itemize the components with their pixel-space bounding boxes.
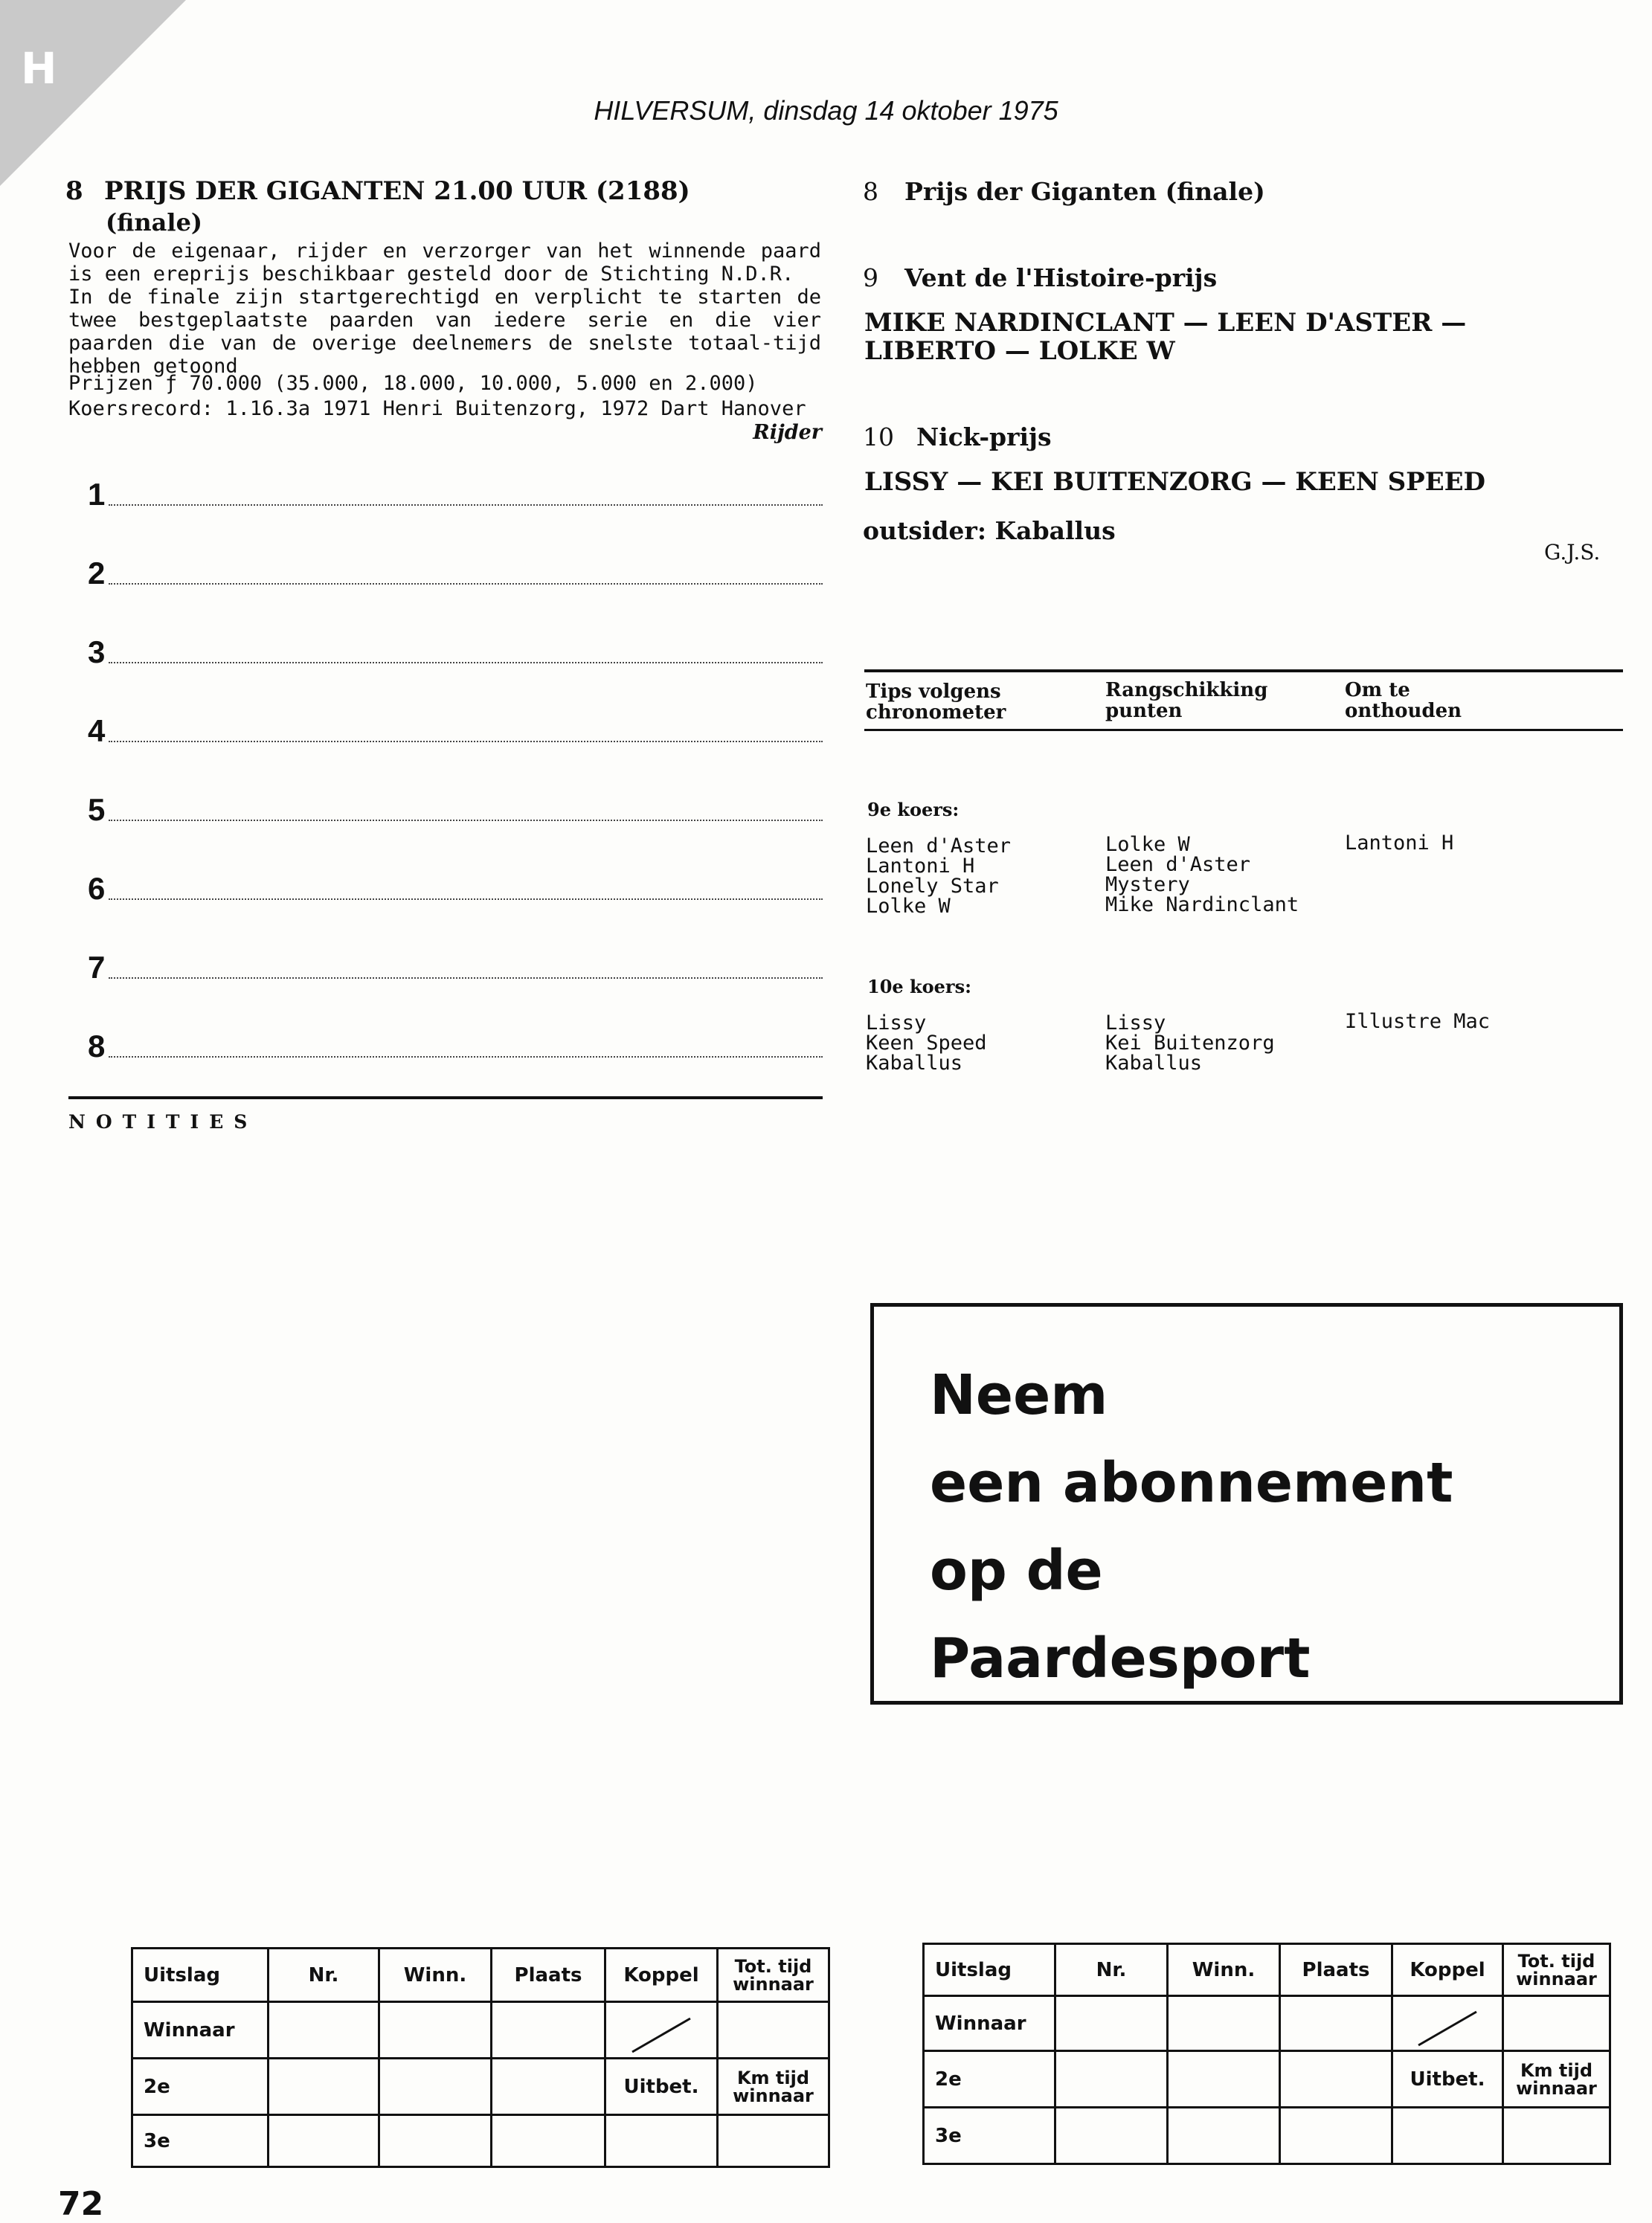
entry-line[interactable] (88, 939, 823, 983)
tip-race-8-number: 8 (863, 177, 878, 206)
tip-race-9 (863, 263, 1217, 292)
tips-col-head-2 (1105, 680, 1267, 721)
result-table-left (131, 1947, 830, 2168)
koers-9-col2 (1105, 834, 1299, 915)
result-head-winn: Winn. (1168, 1944, 1280, 1996)
entry-line[interactable] (88, 623, 823, 668)
entry-number: 6 (88, 871, 106, 906)
result-head-plaats: Plaats (492, 1949, 605, 2002)
km-tijd-cell: Km tijd winnaar (718, 2059, 829, 2115)
result-row-label: 3e (924, 2108, 1055, 2164)
race-title-text: PRIJS DER GIGANTEN 21.00 UUR (2188) (104, 176, 690, 206)
result-cell[interactable] (492, 2115, 605, 2167)
subscription-ad-line: op de (930, 1539, 1103, 1603)
result-row-label: 2e (924, 2051, 1055, 2108)
koers-9-col1-item: Lantoni H (866, 855, 975, 878)
result-cell[interactable] (269, 2115, 379, 2167)
result-row-label: Winnaar (924, 1996, 1055, 2051)
result-head-nr: Nr. (269, 1949, 379, 2002)
notities-rule (68, 1096, 823, 1099)
race-number: 8 (65, 176, 83, 206)
result-head-uitslag: Uitslag (924, 1944, 1055, 1996)
koers-9-col2-item: Mystery (1105, 873, 1190, 896)
entry-dots (109, 1056, 823, 1058)
outsider-label: outsider: (863, 516, 986, 545)
result-head-tot-tijd: Tot. tijd winnaar (718, 1949, 829, 2002)
entry-number: 3 (88, 634, 106, 669)
result-cell[interactable] (492, 2059, 605, 2115)
uitbet-cell: Uitbet. (605, 2059, 718, 2115)
entry-dots (109, 977, 823, 979)
result-cell[interactable] (1280, 1996, 1392, 2051)
result-head-uitslag: Uitslag (132, 1949, 269, 2002)
tip-race-8-label: Prijs der Giganten (finale) (904, 177, 1265, 206)
result-row-label: 2e (132, 2059, 269, 2115)
result-cell[interactable] (1055, 2051, 1168, 2108)
result-head-plaats: Plaats (1280, 1944, 1392, 1996)
tips-col-head-1-line2: chronometer (866, 701, 1006, 724)
result-cell[interactable] (718, 2115, 829, 2167)
koers-9-col1-item: Leen d'Aster (866, 834, 1012, 858)
tip-race-9-number: 9 (863, 263, 878, 292)
tip-race-9-picks-2: LIBERTO — LOLKE W (864, 336, 1175, 366)
result-head-winn: Winn. (379, 1949, 492, 2002)
outsider (863, 516, 1116, 545)
koppel-slash-cell (1392, 1996, 1503, 2051)
subscription-ad-text (930, 1351, 1453, 1702)
koers-10-label: 10e koers: (867, 976, 971, 997)
entry-line[interactable] (88, 702, 823, 747)
koppel-slash-cell (605, 2002, 718, 2059)
tip-race-10 (863, 422, 1052, 451)
result-cell[interactable] (718, 2002, 829, 2059)
result-head-koppel: Koppel (1392, 1944, 1503, 1996)
corner-letter: H (21, 43, 57, 94)
result-head-tot-tijd: Tot. tijd winnaar (1503, 1944, 1610, 1996)
koers-9-col2-item: Mike Nardinclant (1105, 893, 1299, 916)
result-cell[interactable] (1168, 2051, 1280, 2108)
page-number: 72 (58, 2185, 104, 2223)
uitbet-cell: Uitbet. (1392, 2051, 1503, 2108)
koers-10-col2 (1105, 1013, 1275, 1073)
koers-9-label: 9e koers: (867, 799, 960, 820)
slash-mark (631, 2017, 690, 2053)
km-tijd-cell: Km tijd winnaar (1503, 2051, 1610, 2108)
result-cell[interactable] (1392, 2108, 1503, 2164)
tips-col-head-2-line1: Rangschikking (1105, 679, 1268, 701)
tips-col-head-3-line2: onthouden (1345, 700, 1462, 722)
race-paragraph-2: In de finale zijn startgerechtigd en verplicht te starten de twee bestgeplaatste paarden van iedere serie en die vier paarden die van de overige deelnemers de snelste totaal-tijd hebben getoond (68, 286, 821, 378)
koers-9-col1-item: Lonely Star (866, 875, 999, 898)
koers-9-col3-item: Lantoni H (1345, 831, 1454, 855)
koers-10-col2-item: Kaballus (1105, 1052, 1203, 1075)
result-cell[interactable] (269, 2002, 379, 2059)
koers-9-col1-item: Lolke W (866, 895, 951, 918)
author-initials: G.J.S. (1544, 540, 1601, 564)
entry-dots (109, 741, 823, 742)
subscription-ad-line: Neem (930, 1363, 1108, 1427)
koers-10-col3-item: Illustre Mac (1345, 1010, 1491, 1033)
entry-number: 4 (88, 713, 106, 748)
race-paragraph-1: Voor de eigenaar, rijder en verzorger van het winnende paard is een ereprijs beschikbaar gesteld door de Stichting N.D.R. (68, 239, 821, 286)
entry-dots (109, 504, 823, 506)
result-cell[interactable] (1280, 2108, 1392, 2164)
koers-10-col1 (866, 1013, 987, 1073)
notities-label: NOTITIES (68, 1111, 258, 1133)
entry-dots (109, 898, 823, 900)
tips-table-top-rule (864, 669, 1623, 672)
subscription-ad-line: een abonnement (930, 1451, 1453, 1515)
koers-10-col2-item: Kei Buitenzorg (1105, 1032, 1275, 1055)
tips-col-head-1 (866, 681, 1006, 723)
result-cell[interactable] (492, 2002, 605, 2059)
koers-9-col2-item: Lolke W (1105, 833, 1190, 856)
entry-number: 8 (88, 1029, 106, 1064)
rijder-label: Rijder (753, 421, 822, 444)
entry-number: 1 (88, 477, 106, 512)
race-title (65, 176, 824, 207)
result-cell[interactable] (269, 2059, 379, 2115)
koers-9-col3 (1345, 833, 1453, 853)
result-cell[interactable] (1168, 1996, 1280, 2051)
race-subtitle: (finale) (106, 208, 203, 237)
tips-col-head-2-line2: punten (1105, 700, 1183, 722)
result-cell[interactable] (605, 2115, 718, 2167)
result-cell[interactable] (1280, 2051, 1392, 2108)
result-head-nr: Nr. (1055, 1944, 1168, 1996)
koers-10-col3 (1345, 1011, 1490, 1032)
tip-race-8 (863, 177, 1265, 206)
subscription-ad-line: Paardesport (930, 1627, 1311, 1690)
entry-dots (109, 820, 823, 821)
tips-col-head-3 (1345, 680, 1462, 721)
entry-line[interactable] (88, 781, 823, 826)
tips-col-head-1-line1: Tips volgens (866, 681, 1001, 703)
koers-10-col1-item: Kaballus (866, 1052, 963, 1075)
koers-10-col1-item: Lissy (866, 1011, 927, 1035)
entry-number: 7 (88, 950, 106, 985)
entry-line[interactable] (88, 1017, 823, 1062)
koers-9-col1 (866, 836, 1011, 916)
tip-race-9-picks-1: MIKE NARDINCLANT — LEEN D'ASTER — (864, 308, 1467, 338)
result-head-koppel: Koppel (605, 1949, 718, 2002)
entry-dots (109, 662, 823, 663)
entry-line[interactable] (88, 860, 823, 904)
result-row-label: 3e (132, 2115, 269, 2167)
result-cell[interactable] (1168, 2108, 1280, 2164)
result-cell[interactable] (1503, 1996, 1610, 2051)
result-table-right (922, 1943, 1611, 2165)
race-record: Koersrecord: 1.16.3a 1971 Henri Buitenzorg, 1972 Dart Hanover (68, 397, 806, 420)
koers-9-col2-item: Leen d'Aster (1105, 853, 1251, 876)
result-row-label: Winnaar (132, 2002, 269, 2059)
koers-10-col2-item: Lissy (1105, 1011, 1166, 1035)
result-cell[interactable] (1055, 2108, 1168, 2164)
slash-mark (1418, 2010, 1476, 2046)
result-cell[interactable] (379, 2002, 492, 2059)
tip-race-9-label: Vent de l'Histoire-prijs (904, 263, 1218, 292)
tips-table-head-rule (864, 729, 1623, 731)
page-header: HILVERSUM, dinsdag 14 oktober 1975 (594, 95, 1058, 126)
entry-number: 5 (88, 792, 106, 827)
result-cell[interactable] (379, 2059, 492, 2115)
result-cell[interactable] (1055, 1996, 1168, 2051)
tip-race-10-number: 10 (863, 422, 894, 451)
tip-race-10-picks: LISSY — KEI BUITENZORG — KEEN SPEED (864, 467, 1486, 497)
entry-line[interactable] (88, 544, 823, 589)
outsider-value: Kaballus (994, 516, 1116, 545)
entry-dots (109, 583, 823, 585)
race-prizes: Prijzen ƒ 70.000 (35.000, 18.000, 10.000, 5.000 en 2.000) (68, 372, 758, 395)
result-cell[interactable] (379, 2115, 492, 2167)
tips-col-head-3-line1: Om te (1345, 679, 1410, 701)
subscription-ad (870, 1303, 1623, 1705)
koers-10-col1-item: Keen Speed (866, 1032, 987, 1055)
entry-number: 2 (88, 556, 106, 591)
tip-race-10-label: Nick-prijs (916, 422, 1052, 451)
entry-line[interactable] (88, 466, 823, 510)
result-cell[interactable] (1503, 2108, 1610, 2164)
